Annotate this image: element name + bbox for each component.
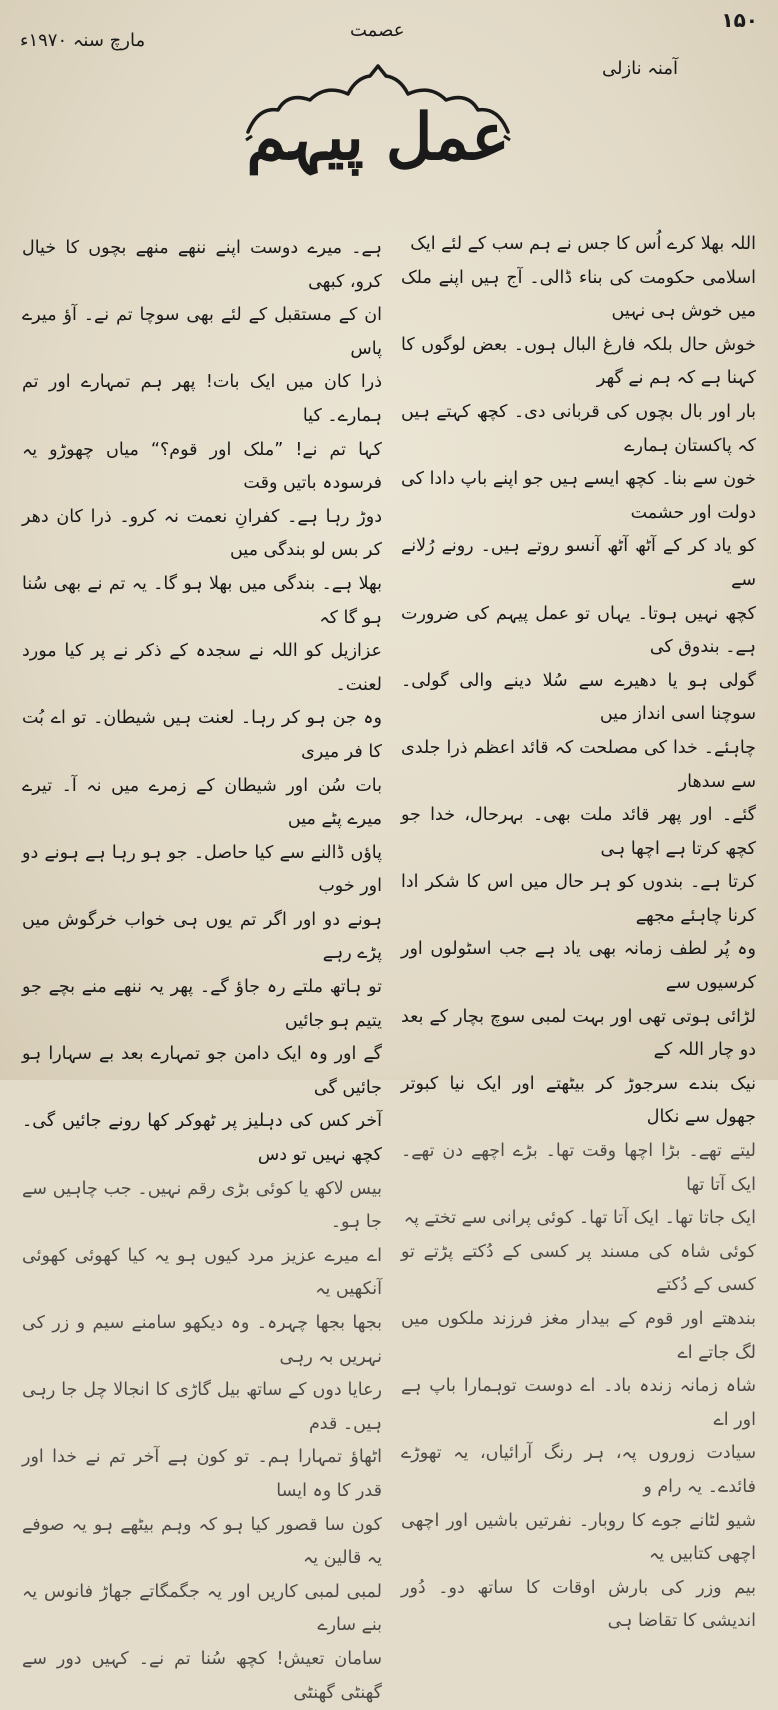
text-line: تو ہاتھ ملتے رہ جاؤ گے۔ پھر یہ ننھے منے بچے جو یتیم ہو جائیں (22, 977, 382, 1031)
text-line: گے اور وہ ایک دامن جو تمہارے بعد بے سہارا ہو جائیں گی (22, 1044, 382, 1098)
text-line: خون سے بنا۔ کچھ ایسے ہیں جو اپنے باپ دادا کی دولت اور حشمت (401, 469, 756, 523)
text-line: وہ جن ہو کر رہا۔ لعنت ہیں شیطان۔ تو اے بُت کا فر میری (22, 708, 382, 762)
text-line: نیک بندے سرجوڑ کر بیٹھتے اور ایک نیا کبوتر جھول سے نکال (401, 1073, 756, 1128)
text-line: ہے۔ میرے دوست اپنے ننھے منھے بچوں کا خیال کرو، کبھی (22, 238, 382, 292)
text-line: دوڑ رہا ہے۔ کفرانِ نعمت نہ کرو۔ ذرا کان دھر کر بس لو بندگی میں (22, 506, 382, 561)
article-author: آمنہ نازلی (601, 58, 678, 79)
text-line: ذرا کان میں ایک بات! پھر ہم تمہارے اور تم ہمارے۔ کیا (22, 372, 382, 426)
text-line: لمبی لمبی کاریں اور یہ جگمگاتے جھاڑ فانوس یہ بنے سارے (22, 1581, 382, 1636)
text-line: بات سُن اور شیطان کے زمرے میں نہ آ۔ تیرے میرے پٹے میں (22, 775, 382, 830)
text-line: شاہ زمانہ زندہ باد۔ اے دوست توہمارا باپ ہے اور اے (401, 1376, 756, 1430)
text-line: عزازیل کو اللہ نے سجدہ کے ذکر نے پر کیا مورد لعنت۔ (22, 641, 382, 695)
text-line: گولی ہو یا دھیرے سے سُلا دینے والی گولی۔ سوچنا اسی انداز میں (401, 670, 756, 725)
text-line: اٹھاؤ تمہارا ہم۔ تو کون ہے آخر تم نے خدا اور قدر کا وہ ایسا (22, 1447, 382, 1501)
text-line: شیو لٹانے جوے کا روبار۔ نفرتیں باشیں اور اچھی اچھی کتابیں یہ (401, 1510, 756, 1565)
text-column-right (401, 228, 756, 1639)
magazine-name: عصمت (350, 20, 405, 41)
title-ornament-frame (238, 62, 518, 222)
text-line: سیادت زوروں پہ، ہر رنگ آرائیاں، یہ تھوڑے فائدے۔ یہ رام و (401, 1443, 756, 1497)
text-line: گئے۔ اور پھر قائد ملت بھی۔ بہرحال، خدا جو کچھ کرتا ہے اچھا ہی (401, 805, 756, 859)
text-line: کو یاد کر کے آٹھ آٹھ آنسو روتے ہیں۔ رونے رُلانے سے (401, 536, 756, 590)
text-line: کچھ نہیں ہوتا۔ یہاں تو عمل پیہم کی ضرورت ہے۔ بندوق کی (401, 603, 756, 658)
text-line: چاہئے۔ خدا کی مصلحت کہ قائد اعظم ذرا جلدی سے سدھار (401, 737, 756, 792)
issue-date: مارچ سنہ ۱۹۷۰ء (20, 30, 146, 51)
text-line: کہا تم نے! ”ملک اور قوم؟“ میاں چھوڑو یہ فرسودہ باتیں وقت (22, 439, 382, 494)
text-line: بھلا ہے۔ بندگی میں بھلا ہو گا۔ یہ تم نے بھی سُنا ہو گا کہ (22, 573, 382, 628)
text-line: کون سا قصور کیا ہو کہ وہم بیٹھے ہو یہ صوفے یہ قالین یہ (22, 1514, 382, 1569)
text-line: بار اور بال بچوں کی قربانی دی۔ کچھ کہتے ہیں کہ پاکستان ہمارے (401, 401, 756, 456)
text-column-left (22, 232, 382, 1710)
text-line: خوش حال بلکہ فارغ البال ہوں۔ بعض لوگوں کا کہنا ہے کہ ہم نے گھر (401, 334, 756, 389)
text-line: ہونے دو اور اگر تم یوں ہی خواب خرگوش میں پڑے رہے (22, 909, 382, 964)
page-number: ۱۵۰ (721, 8, 758, 32)
text-line: آخر کس کی دہلیز پر ٹھوکر کھا رونے جائیں گی۔ کچھ نہیں تو دس (22, 1111, 382, 1166)
text-line: کرتا ہے۔ بندوں کو ہر حال میں اس کا شکر ادا کرنا چاہئے مجھے (401, 872, 756, 926)
text-line: سامان تعیش! کچھ سُنا تم نے۔ کہیں دور سے گھنٹی گھنٹی (22, 1648, 382, 1703)
text-line: کوئی شاہ کی مسند پر کسی کے دُکتے پڑتے تو کسی کے دُکتے (401, 1241, 756, 1296)
text-line: ان کے مستقبل کے لئے بھی سوچا تم نے۔ آؤ میرے پاس (22, 305, 382, 359)
text-line: لڑائی ہوتی تھی اور بہت لمبی سوچ بچار کے بعد دو چار اللہ کے (401, 1006, 756, 1061)
text-line: پاؤں ڈالنے سے کیا حاصل۔ جو ہو رہا ہے ہونے دو اور خوب (22, 842, 382, 897)
text-line: لیتے تھے۔ بڑا اچھا وقت تھا۔ بڑے اچھے دن تھے۔ ایک آتا تھا (401, 1141, 756, 1195)
text-line: وہ پُر لطف زمانہ بھی یاد ہے جب اسٹولوں اور کرسیوں سے (401, 939, 756, 994)
text-line: رعایا دوں کے ساتھ بیل گاڑی کا انجالا چل جا رہی ہیں۔ قدم (22, 1380, 382, 1434)
text-line: اسلامی حکومت کی بناء ڈالی۔ آج ہیں اپنے ملک میں خوش ہی نہیں (401, 267, 756, 322)
text-line: بجھا بجھا چہرہ۔ وہ دیکھو سامنے سیم و زر کی نہریں بہ رہی (22, 1313, 382, 1367)
article-title: عمل پیہم (246, 100, 510, 175)
text-line: اللہ بھلا کرے اُس کا جس نے ہم سب کے لئے ایک (410, 234, 756, 254)
text-line: بیم وزر کی بارش اوقات کا ساتھ دو۔ دُور اندیشی کا تقاضا ہی (401, 1577, 756, 1632)
text-line: ایک جاتا تھا۔ ایک آتا تھا۔ کوئی پرانی سے تختے پہ (403, 1208, 756, 1229)
text-line: اے میرے عزیز مرد کیوں ہو یہ کیا کھوئی کھوئی آنکھیں یہ (22, 1245, 382, 1300)
text-line: بیس لاکھ یا کوئی بڑی رقم نہیں۔ جب چاہیں سے جا ہو۔ (22, 1178, 382, 1233)
text-line: بندھتے اور قوم کے بیدار مغز فرزند ملکوں میں لگ جاتے اے (401, 1309, 756, 1363)
